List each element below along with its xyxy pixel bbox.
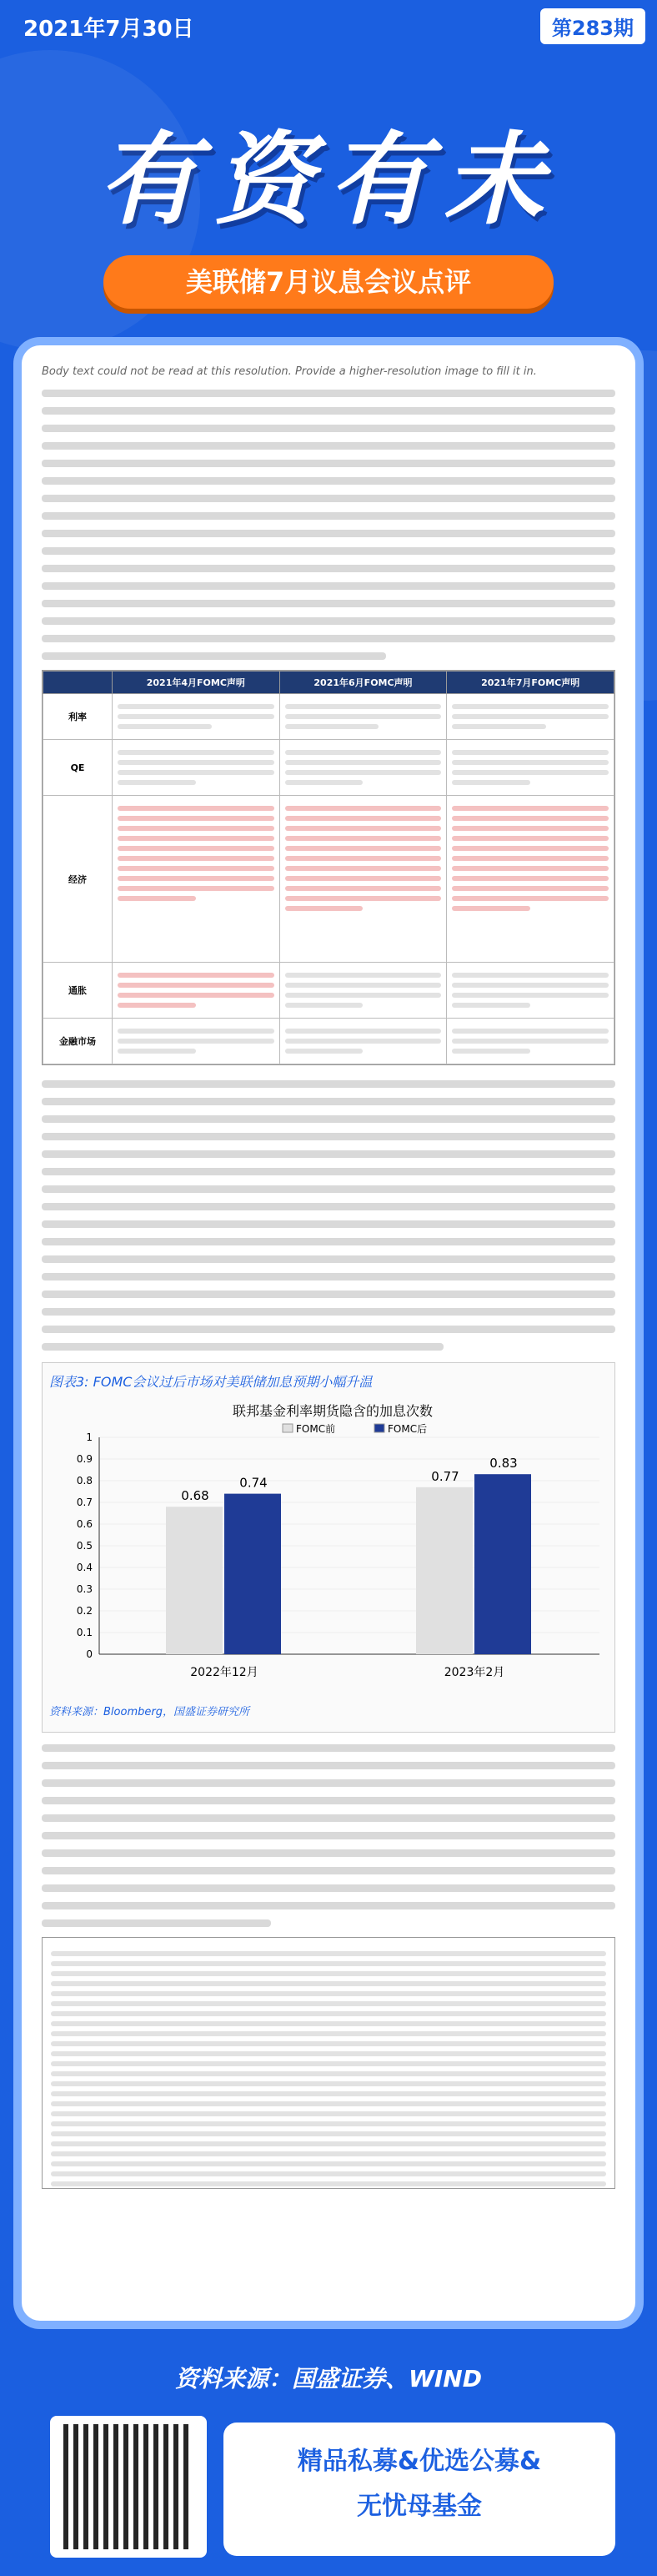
qr-code[interactable] [50,2416,207,2558]
table-row [43,796,614,963]
y-tick-label: 0.3 [76,1583,93,1595]
y-tick-label: 0.4 [76,1562,93,1573]
bar [416,1487,473,1654]
y-tick-label: 0.9 [76,1453,93,1465]
slogan-line-2: 无忧母基金 [357,2492,482,2521]
y-tick-label: 0.5 [76,1540,93,1552]
chart-canvas [49,1396,616,1696]
topic-banner: 美联储7月议息会议点评 [103,255,554,309]
chart-source: 资料来源：Bloomberg，国盛证券研究所 [49,1706,249,1718]
table-row [43,694,614,740]
table-row [43,1019,614,1064]
y-tick-label: 0.7 [76,1497,93,1508]
table-header: 2021年6月FOMC声明 [279,672,447,694]
brand-title: 有资有未 [98,123,559,239]
issue-number: 第283期 [540,8,645,44]
bar [224,1494,281,1654]
data-label: 0.74 [239,1475,268,1491]
fomc-statement-table [42,670,615,1065]
y-tick-label: 0.2 [76,1605,93,1617]
article-card [22,345,635,2321]
table-row [43,963,614,1019]
rate-hike-expectation-chart [42,1362,615,1733]
slogan-line-1: 精品私募&优选公募& [297,2447,542,2476]
table-row [43,740,614,796]
y-tick-label: 1 [86,1431,93,1443]
bar [474,1474,531,1654]
y-tick-label: 0.8 [76,1475,93,1487]
x-tick-label: 2023年2月 [444,1666,505,1679]
legend-label: FOMC前 [296,1423,336,1435]
table-header: 2021年7月FOMC声明 [447,672,614,694]
row-label: 利率 [43,694,113,740]
table-header: 2021年4月FOMC声明 [113,672,280,694]
powell-paragraph [42,1080,615,1351]
footer-source: 资料来源：国盛证券、WIND [175,2365,482,2392]
y-tick-label: 0.6 [76,1518,93,1530]
issue-date: 2021年7月30日 [23,17,194,42]
intro-paragraph [42,390,615,660]
legend-label: FOMC后 [388,1423,428,1435]
placeholder-note: Body text could not be read at this resolution. Provide a higher-resolution image to fill it in. [42,365,537,378]
row-label: 经济 [43,796,113,963]
chart-caption: 图表3: FOMC会议过后市场对美联储加息预期小幅升温 [49,1374,373,1390]
table-header [43,672,113,694]
row-label: 通胀 [43,963,113,1019]
data-label: 0.68 [181,1488,209,1504]
row-label: 金融市场 [43,1019,113,1064]
legend-swatch [283,1424,293,1432]
data-label: 0.83 [489,1456,518,1472]
legend-swatch [374,1424,384,1432]
data-label: 0.77 [431,1468,459,1484]
bond-purchase-paragraph [42,1744,615,1927]
y-tick-label: 0.1 [76,1627,93,1638]
top-bar [0,0,657,48]
slogan-box [223,2423,615,2556]
chart-title: 联邦基金利率期货隐含的加息次数 [232,1403,434,1419]
survey-table [42,1937,615,2189]
row-label: QE [43,740,113,796]
bar [166,1507,223,1654]
x-tick-label: 2022年12月 [190,1666,258,1679]
qr-code-icon [63,2424,188,2549]
y-tick-label: 0 [86,1648,93,1660]
